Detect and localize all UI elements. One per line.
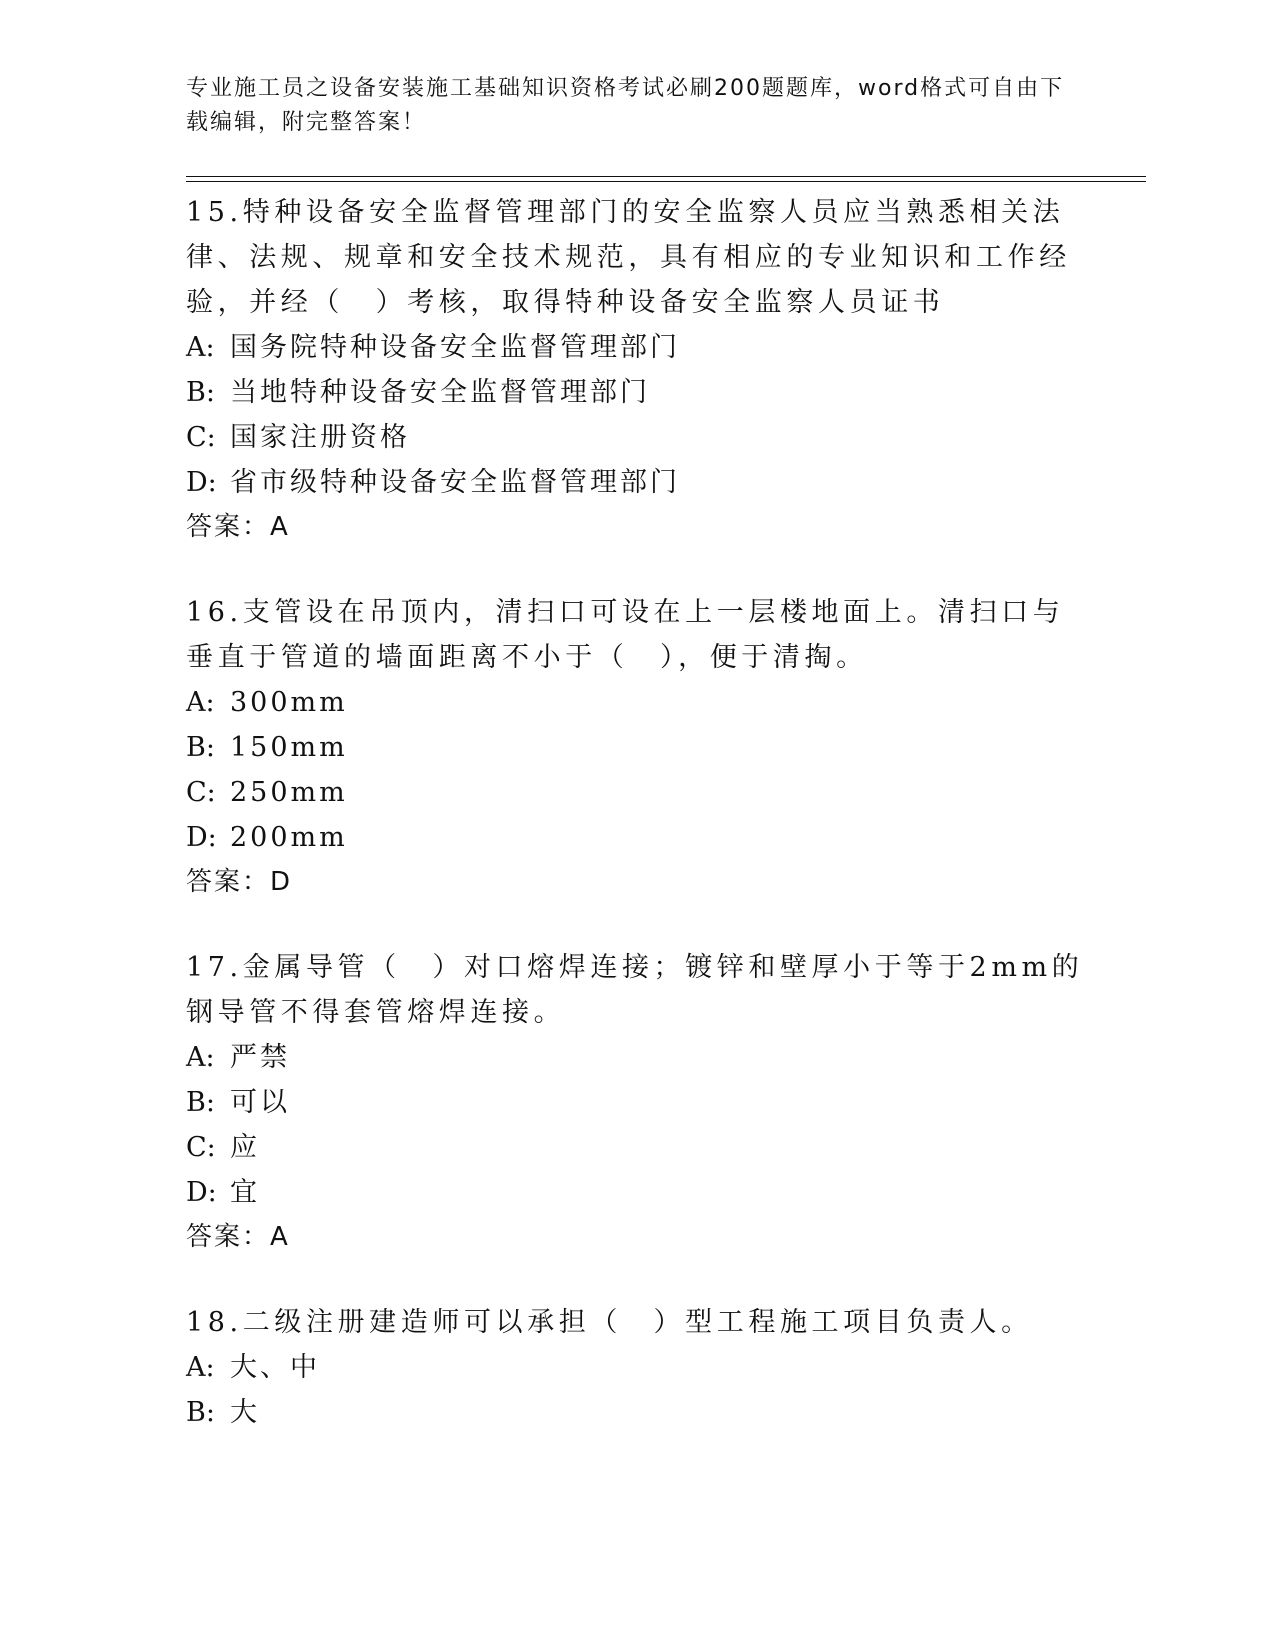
option-text: 严禁 [230,1042,290,1073]
option-text: 200mm [230,822,348,853]
answer-value: D [270,867,293,897]
option-label: D: [186,822,217,853]
option-label: A: [186,1042,215,1073]
option-text: 300mm [230,687,348,718]
option-b [186,725,1086,770]
option-label: D: [186,1177,217,1208]
answer-label: 答案： [186,512,271,542]
question-text: 16.支管设在吊顶内，清扫口可设在上一层楼地面上。清扫口与垂直于管道的墙面距离不小于（ ），便于清掏。 [186,597,1065,673]
option-a [186,1345,1086,1390]
option-text: 250mm [230,777,348,808]
answer-value: A [270,1222,290,1252]
option-label: A: [186,1352,215,1383]
question-text: 17.金属导管（ ）对口熔焊连接；镀锌和壁厚小于等于2mm的钢导管不得套管熔焊连接。 [186,952,1084,1028]
option-d [186,815,1086,860]
header-divider-top [186,176,1146,177]
option-text: 宜 [230,1177,260,1208]
option-text: 大、中 [230,1352,320,1383]
answer-label: 答案： [186,867,271,897]
answer-line [186,1215,1086,1260]
option-text: 国务院特种设备安全监督管理部门 [230,332,680,363]
option-label: C: [186,422,216,453]
option-a [186,325,1086,370]
option-a [186,680,1086,725]
document-header: 专业施工员之设备安装施工基础知识资格考试必刷200题题库，word格式可自由下载编辑，附完整答案！ [186,76,1065,135]
answer-label: 答案： [186,1222,271,1252]
question-15 [186,190,1086,550]
option-text: 应 [230,1132,260,1163]
option-d [186,1170,1086,1215]
option-a [186,1035,1086,1080]
option-text: 可以 [230,1087,290,1118]
question-16 [186,590,1086,905]
option-label: D: [186,467,217,498]
option-label: C: [186,1132,216,1163]
option-b [186,370,1086,415]
option-text: 当地特种设备安全监督管理部门 [230,377,650,408]
answer-line [186,505,1086,550]
option-b [186,1390,1086,1435]
option-label: A: [186,332,215,363]
option-label: B: [186,1087,215,1118]
option-text: 省市级特种设备安全监督管理部门 [230,467,680,498]
option-label: A: [186,687,215,718]
option-d [186,460,1086,505]
header-divider-bottom [186,181,1146,182]
option-c [186,770,1086,815]
option-c [186,1125,1086,1170]
option-text: 国家注册资格 [230,422,410,453]
option-text: 大 [230,1397,260,1428]
question-list [186,190,1086,1475]
option-label: B: [186,377,215,408]
question-text: 15.特种设备安全监督管理部门的安全监察人员应当熟悉相关法律、法规、规章和安全技术规范，具有相应的专业知识和工作经验，并经（ ）考核，取得特种设备安全监察人员证书 [186,197,1071,318]
option-text: 150mm [230,732,348,763]
question-17 [186,945,1086,1260]
answer-line [186,860,1086,905]
answer-value: A [270,512,290,542]
option-label: C: [186,777,216,808]
question-text: 18.二级注册建造师可以承担（ ）型工程施工项目负责人。 [186,1307,1033,1338]
option-c [186,415,1086,460]
option-label: B: [186,1397,215,1428]
question-18 [186,1300,1086,1435]
option-b [186,1080,1086,1125]
option-label: B: [186,732,215,763]
